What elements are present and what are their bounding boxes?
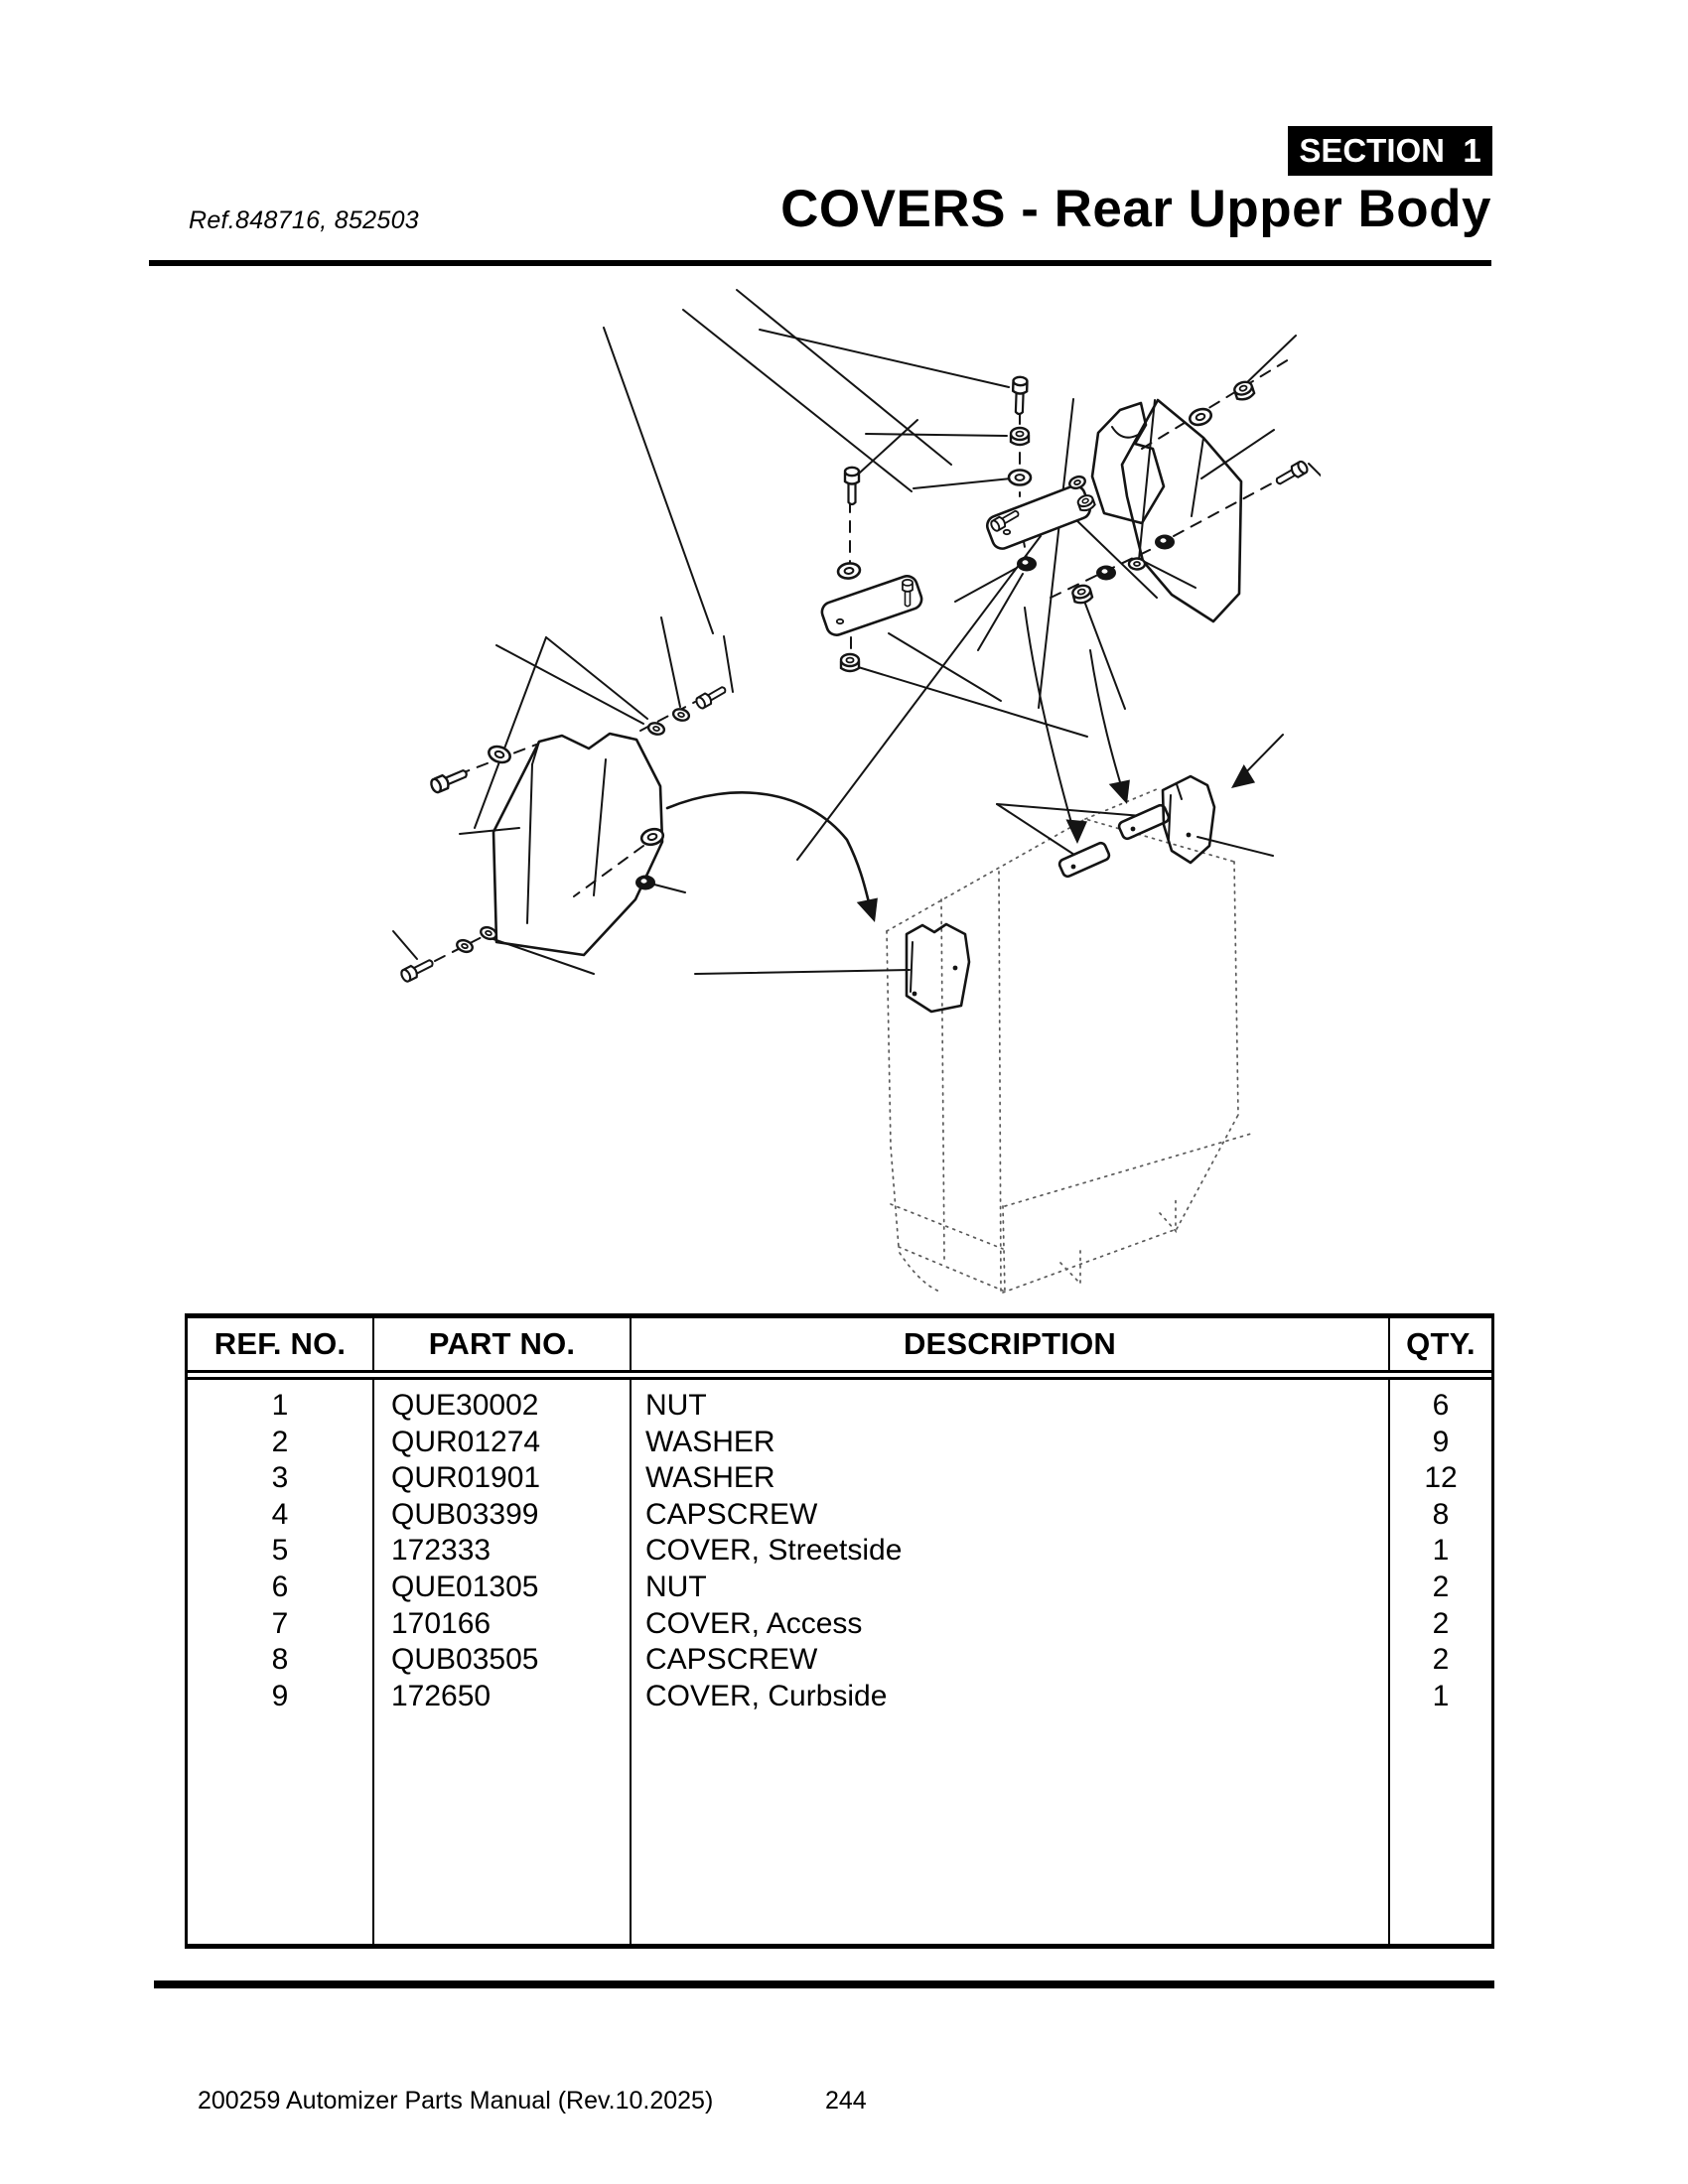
parts-table-header bbox=[188, 1318, 1491, 1380]
installed-cover-right bbox=[1163, 776, 1214, 863]
part-number: 170166 bbox=[391, 1606, 492, 1640]
column-ref bbox=[188, 1380, 372, 1944]
part-description: CAPSCREW bbox=[645, 1643, 818, 1677]
footer-rule bbox=[154, 1980, 1494, 1988]
part-ref: 5 bbox=[271, 1534, 289, 1568]
part-qty: 1 bbox=[1432, 1534, 1450, 1568]
access-cover-plate-left bbox=[819, 574, 924, 638]
part-ref: 4 bbox=[271, 1497, 289, 1531]
exploded-parts-diagram bbox=[248, 268, 1321, 1340]
part-ref: 7 bbox=[271, 1606, 289, 1640]
part-number: QUR01274 bbox=[391, 1425, 541, 1458]
streetside-cover bbox=[493, 734, 662, 955]
leader-lines bbox=[393, 290, 1321, 974]
part-qty: 8 bbox=[1432, 1497, 1450, 1531]
part-ref: 2 bbox=[271, 1425, 289, 1458]
part-description: COVER, Curbside bbox=[645, 1679, 888, 1712]
part-qty: 2 bbox=[1432, 1570, 1450, 1603]
column-header-ref: REF. NO. bbox=[213, 1326, 347, 1361]
assembly-axis-lines bbox=[435, 359, 1289, 961]
part-qty: 12 bbox=[1424, 1461, 1458, 1495]
part-ref: 8 bbox=[271, 1643, 289, 1677]
column-header-desc: DESCRIPTION bbox=[630, 1318, 1388, 1370]
section-badge bbox=[1288, 126, 1492, 176]
part-description: WASHER bbox=[645, 1425, 775, 1458]
part-description: CAPSCREW bbox=[645, 1497, 818, 1531]
part-number: 172650 bbox=[391, 1679, 492, 1712]
part-number: QUB03399 bbox=[391, 1497, 539, 1531]
footer-manual-label: 200259 Automizer Parts Manual (Rev.10.2025) bbox=[198, 2087, 714, 2115]
part-qty: 2 bbox=[1432, 1643, 1450, 1677]
part-qty: 1 bbox=[1432, 1679, 1450, 1712]
part-qty: 2 bbox=[1432, 1606, 1450, 1640]
page-title: COVERS - Rear Upper Body bbox=[780, 180, 1491, 238]
part-number: 172333 bbox=[391, 1534, 492, 1568]
installed-cover bbox=[907, 924, 969, 1012]
part-description: NUT bbox=[645, 1570, 707, 1603]
footer-page-number: 244 bbox=[825, 2087, 867, 2115]
fasteners bbox=[400, 377, 1310, 983]
part-description: COVER, Access bbox=[645, 1606, 863, 1640]
part-number: QUR01901 bbox=[391, 1461, 541, 1495]
body-top-plates bbox=[1058, 804, 1171, 879]
reference-numbers: Ref.848716, 852503 bbox=[189, 206, 419, 234]
header-rule bbox=[149, 260, 1491, 266]
part-qty: 6 bbox=[1432, 1389, 1450, 1422]
section-badge-label: SECTION 1 bbox=[1299, 132, 1481, 169]
parts-table bbox=[185, 1313, 1494, 1949]
part-description: COVER, Streetside bbox=[645, 1534, 903, 1568]
part-ref: 9 bbox=[271, 1679, 289, 1712]
column-desc bbox=[630, 1380, 1388, 1944]
column-qty bbox=[1388, 1380, 1491, 1944]
column-part bbox=[372, 1380, 630, 1944]
part-number: QUB03505 bbox=[391, 1643, 539, 1677]
part-number: QUE30002 bbox=[391, 1389, 539, 1422]
part-number: QUE01305 bbox=[391, 1570, 539, 1603]
part-qty: 9 bbox=[1432, 1425, 1450, 1458]
column-header-qty: QTY. bbox=[1388, 1318, 1491, 1370]
parts-table-body bbox=[188, 1380, 1491, 1944]
access-cover-plate-center bbox=[984, 482, 1092, 551]
part-ref: 6 bbox=[271, 1570, 289, 1603]
part-ref: 3 bbox=[271, 1461, 289, 1495]
column-header-part: PART NO. bbox=[372, 1318, 630, 1370]
part-description: WASHER bbox=[645, 1461, 775, 1495]
part-description: NUT bbox=[645, 1389, 707, 1422]
placement-arrows bbox=[667, 608, 1283, 925]
part-ref: 1 bbox=[271, 1389, 289, 1422]
